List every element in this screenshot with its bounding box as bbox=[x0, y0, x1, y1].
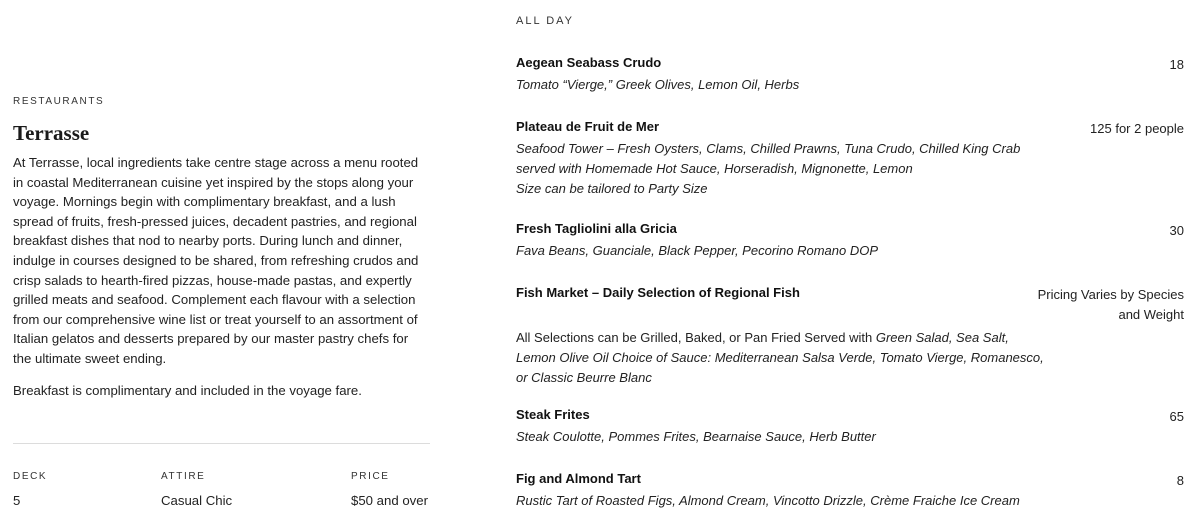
price-value: $50 and over bbox=[351, 493, 428, 508]
menu-item-price: 8 bbox=[1176, 473, 1184, 488]
menu-item-price: 65 bbox=[1169, 409, 1184, 424]
menu-item-description bbox=[516, 491, 1184, 511]
price-label: PRICE bbox=[351, 471, 390, 482]
attire-info bbox=[161, 471, 232, 508]
menu-item-desc-line: Fava Beans, Guanciale, Black Pepper, Pecorino Romano DOP bbox=[516, 243, 879, 258]
deck-value: 5 bbox=[13, 493, 21, 508]
restaurant-title: Terrasse bbox=[13, 121, 90, 145]
menu-item-name: Steak Frites bbox=[516, 407, 590, 422]
menu-item-description bbox=[516, 139, 1184, 198]
menu-item-fish-market bbox=[516, 285, 1184, 387]
restaurant-description: At Terrasse, local ingredients take centre stage across a menu rooted in coastal Mediterranean cuisine yet inspired by the stops along your voyage. Mornings begin with complimentary breakfast, and a lush spread of fruits, fresh-pressed juices, decadent pastries, and regional breakfast dishes that nod to nearby ports. During lunch and dinner, indulge in courses designed to be shared, from refreshing crudos and crisp salads to hearth-fired pizzas, house-made pastas, and expertly grilled meats and seafood. Complement each flavour with a selection from our comprehensive wine list or treat yourself to an assortment of Italian gelatos and desserts prepared by our master pastry chefs for the ultimate sweet ending. bbox=[13, 155, 419, 366]
menu-item-description bbox=[516, 241, 1184, 261]
menu-item-price: 30 bbox=[1169, 223, 1184, 238]
menu-item-price: 125 for 2 people bbox=[1090, 121, 1184, 136]
menu-item-name: Fish Market – Daily Selection of Regional Fish bbox=[516, 285, 800, 300]
menu-item-desc-line: Lemon Olive Oil Choice of Sauce: Mediterranean Salsa Verde, Tomato Vierge, Romanesco, bbox=[516, 349, 1044, 365]
menu-item-tagliolini bbox=[516, 221, 1184, 261]
category-label: RESTAURANTS bbox=[13, 96, 105, 107]
menu-item-desc-line: Tomato “Vierge,” Greek Olives, Lemon Oil, Herbs bbox=[516, 77, 800, 92]
menu-item-desc-line: Size can be tailored to Party Size bbox=[516, 180, 708, 196]
menu-item-desc-line: Seafood Tower – Fresh Oysters, Clams, Chilled Prawns, Tuna Crudo, Chilled King Crab bbox=[516, 141, 1021, 156]
menu-item-desc-line bbox=[516, 328, 1184, 348]
menu-item-description bbox=[516, 328, 1184, 387]
menu-item-price-line: and Weight bbox=[1118, 307, 1184, 322]
menu-item-name: Aegean Seabass Crudo bbox=[516, 55, 662, 70]
menu-item-desc-line: Steak Coulotte, Pommes Frites, Bearnaise Sauce, Herb Butter bbox=[516, 429, 876, 444]
price-info bbox=[351, 471, 428, 508]
menu-item-price: 18 bbox=[1169, 57, 1184, 72]
menu-item-name: Fresh Tagliolini alla Gricia bbox=[516, 221, 677, 236]
menu-item-name: Plateau de Fruit de Mer bbox=[516, 119, 660, 134]
menu-item-description bbox=[516, 75, 1184, 95]
menu-item-desc-line: served with Homemade Hot Sauce, Horseradish, Mignonette, Lemon bbox=[516, 160, 913, 176]
menu-section-title: ALL DAY bbox=[516, 15, 575, 27]
attire-label: ATTIRE bbox=[161, 471, 206, 482]
menu-item-desc-italic: Green Salad, Sea Salt, bbox=[875, 330, 1009, 345]
menu-item-desc-line: Rustic Tart of Roasted Figs, Almond Cream, Vincotto Drizzle, Crème Fraiche Ice Cream bbox=[516, 493, 1020, 508]
divider bbox=[13, 443, 430, 444]
menu-item-fig-tart bbox=[516, 471, 1184, 511]
menu-item-description bbox=[516, 427, 1184, 447]
deck-info bbox=[13, 471, 47, 508]
menu-item-steak-frites bbox=[516, 407, 1184, 447]
menu-item-price-line: Pricing Varies by Species bbox=[1037, 287, 1184, 302]
menu-item-price bbox=[1038, 285, 1184, 325]
menu-item-seabass-crudo bbox=[516, 55, 1184, 95]
menu-item-name: Fig and Almond Tart bbox=[516, 471, 641, 486]
menu-item-desc-plain: All Selections can be Grilled, Baked, or Pan Fried Served with bbox=[516, 330, 876, 345]
breakfast-note: Breakfast is complimentary and included in the voyage fare. bbox=[13, 383, 362, 398]
menu-item-plateau bbox=[516, 119, 1184, 198]
attire-value: Casual Chic bbox=[161, 493, 233, 508]
deck-label: DECK bbox=[13, 471, 48, 482]
menu-item-desc-line: or Classic Beurre Blanc bbox=[516, 369, 652, 385]
